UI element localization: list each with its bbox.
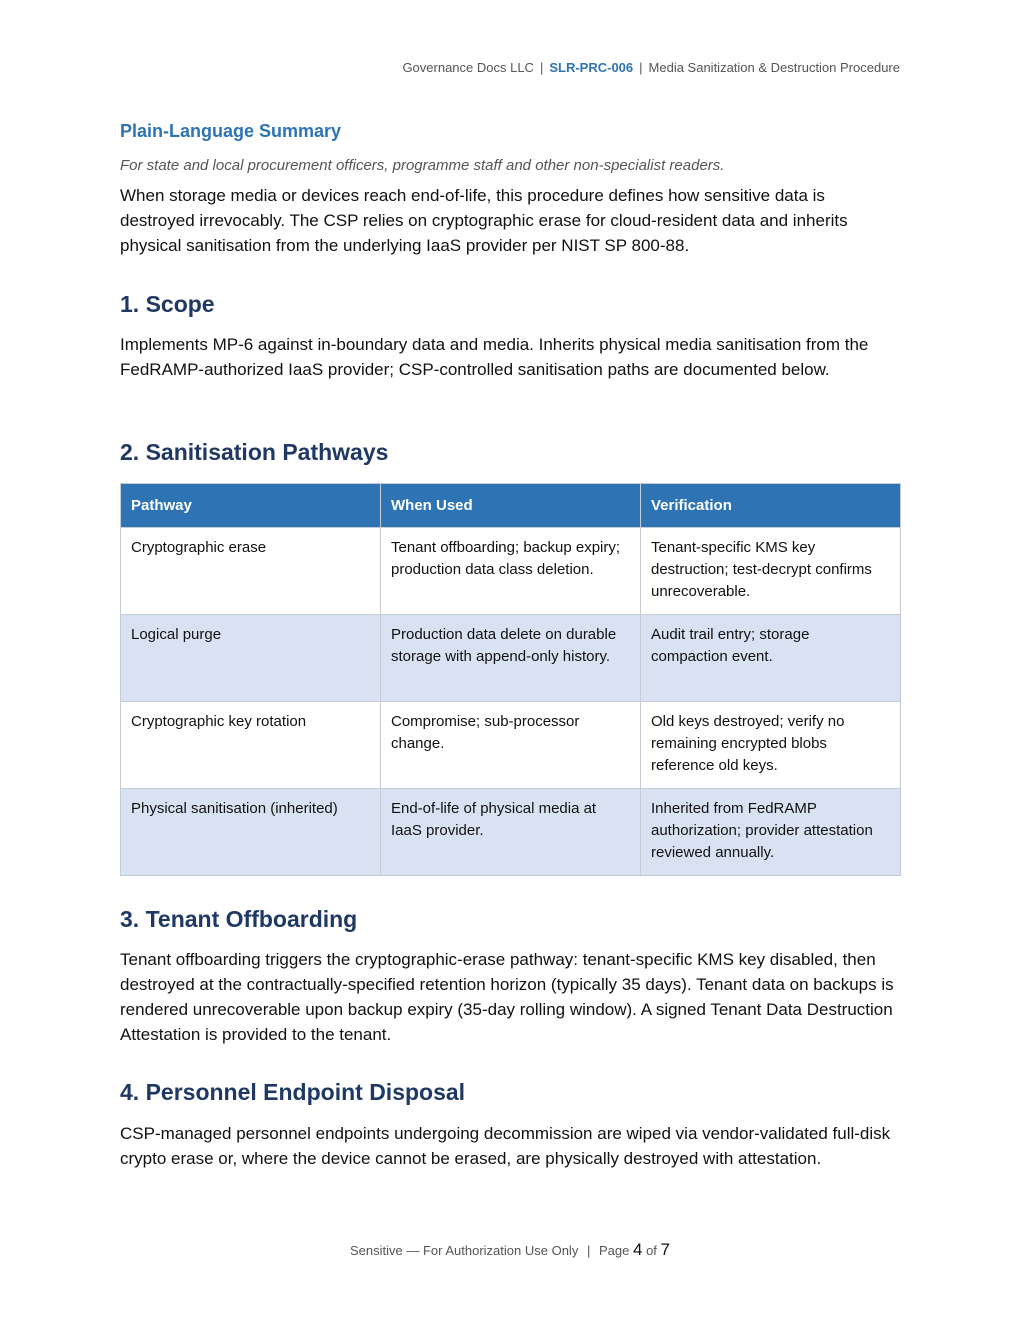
summary-body: When storage media or devices reach end-of-life, this procedure defines how sensitive data is destroyed irrevocably. The CSP relies on cryptographic erase for cloud-resident data and inherits physical sanitisation from the underlying IaaS provider per NIST SP 800-88. bbox=[120, 186, 848, 255]
section-body-scope: Implements MP-6 against in-boundary data and media. Inherits physical media sanitisation from the FedRAMP-authorized IaaS provider; CSP-controlled sanitisation paths are documented below. bbox=[120, 335, 869, 379]
table-cell: Physical sanitisation (inherited) bbox=[121, 789, 381, 876]
table-cell: Old keys destroyed; verify no remaining encrypted blobs reference old keys. bbox=[641, 702, 901, 789]
table-cell: Tenant-specific KMS key destruction; test-decrypt confirms unrecoverable. bbox=[641, 528, 901, 615]
table-row bbox=[121, 528, 901, 615]
footer-page-number: 4 bbox=[632, 1240, 643, 1259]
column-header-when-used: When Used bbox=[381, 484, 641, 528]
footer-classification: Sensitive — For Authorization Use Only bbox=[350, 1243, 579, 1258]
table-cell: Audit trail entry; storage compaction event. bbox=[641, 615, 901, 702]
section-heading-tenant-offboarding: 3. Tenant Offboarding bbox=[120, 906, 358, 932]
table-row bbox=[121, 789, 901, 876]
section-heading-pathways: 2. Sanitisation Pathways bbox=[120, 439, 389, 465]
table-cell: Cryptographic key rotation bbox=[121, 702, 381, 789]
footer-separator: | bbox=[586, 1243, 591, 1258]
table-cell: Logical purge bbox=[121, 615, 381, 702]
section-body-endpoint-disposal: CSP-managed personnel endpoints undergoing decommission are wiped via vendor-validated full-disk crypto erase or, where the device cannot be erased, are physically destroyed with attestation. bbox=[120, 1124, 891, 1168]
header-separator: | bbox=[639, 60, 643, 75]
table-row bbox=[121, 702, 901, 789]
footer-page-word: Page bbox=[598, 1243, 630, 1258]
header-doc-title: Media Sanitization & Destruction Procedure bbox=[648, 60, 900, 75]
column-header-pathway: Pathway bbox=[121, 484, 381, 528]
table-cell: End-of-life of physical media at IaaS provider. bbox=[381, 789, 641, 876]
section-heading-endpoint-disposal: 4. Personnel Endpoint Disposal bbox=[120, 1079, 466, 1105]
table-cell: Cryptographic erase bbox=[121, 528, 381, 615]
pathways-table bbox=[120, 483, 901, 876]
header-doc-id: SLR-PRC-006 bbox=[549, 60, 634, 75]
footer-page-total: 7 bbox=[660, 1240, 670, 1259]
footer-of-word: of bbox=[646, 1243, 657, 1258]
table-cell: Inherited from FedRAMP authorization; provider attestation reviewed annually. bbox=[641, 789, 901, 876]
column-header-verification: Verification bbox=[641, 484, 901, 528]
table-header-row bbox=[121, 484, 901, 528]
summary-title: Plain-Language Summary bbox=[120, 121, 342, 141]
header-separator: | bbox=[539, 60, 544, 75]
table-cell: Tenant offboarding; backup expiry; production data class deletion. bbox=[381, 528, 641, 615]
table-cell: Production data delete on durable storage with append-only history. bbox=[381, 615, 641, 702]
section-heading-scope: 1. Scope bbox=[120, 291, 215, 317]
header-company: Governance Docs LLC bbox=[402, 60, 534, 75]
table-cell: Compromise; sub-processor change. bbox=[381, 702, 641, 789]
running-header bbox=[402, 60, 900, 75]
page-footer bbox=[0, 1240, 1020, 1260]
section-body-tenant-offboarding: Tenant offboarding triggers the cryptographic-erase pathway: tenant-specific KMS key disabled, then destroyed at the contractually-specified retention horizon (typically 35 days). Tenant data on backups is rendered unrecoverable upon backup expiry (35-day rolling window). A signed Tenant Data Destruction Attestation is provided to the tenant. bbox=[120, 950, 894, 1044]
summary-audience: For state and local procurement officers, programme staff and other non-specialist readers. bbox=[120, 157, 725, 174]
table-row bbox=[121, 615, 901, 702]
